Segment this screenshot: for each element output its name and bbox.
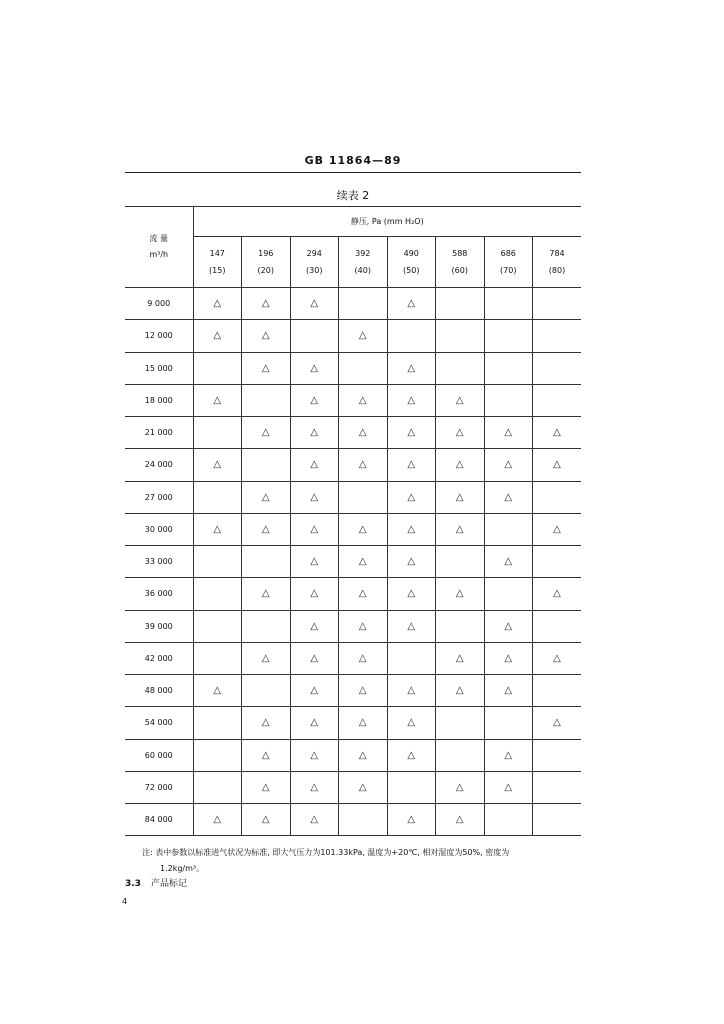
triangle-mark-icon: △ [358,459,367,471]
flow-value: 18 000 [125,384,193,416]
triangle-mark-icon: △ [358,588,367,600]
flow-value: 15 000 [125,352,193,384]
triangle-mark-icon: △ [455,781,464,793]
mark-cell [193,481,242,513]
mark-cell [242,771,291,803]
mark-cell [242,642,291,674]
triangle-mark-icon: △ [407,394,416,406]
mark-cell [193,288,242,320]
table-row [125,675,581,707]
pressure-header: 静压, Pa (mm H₂O) [193,207,581,237]
triangle-mark-icon: △ [213,330,222,342]
triangle-mark-icon: △ [407,362,416,374]
table-row [125,417,581,449]
triangle-mark-icon: △ [455,523,464,535]
triangle-mark-icon: △ [310,781,319,793]
mark-cell [533,642,582,674]
triangle-mark-icon: △ [455,491,464,503]
mark-cell [484,417,533,449]
pressure-pa-value: 490 [403,249,419,258]
mark-cell [436,707,485,739]
pressure-column-header [242,237,291,288]
triangle-mark-icon: △ [407,556,416,568]
mark-cell [193,449,242,481]
mark-cell [290,642,339,674]
mark-cell [339,513,388,545]
triangle-mark-icon: △ [310,717,319,729]
mark-cell [436,417,485,449]
mark-cell [436,642,485,674]
triangle-mark-icon: △ [455,652,464,664]
triangle-mark-icon: △ [310,588,319,600]
pressure-column-header [290,237,339,288]
triangle-mark-icon: △ [504,427,513,439]
triangle-mark-icon: △ [553,459,561,471]
mark-cell [484,804,533,836]
pressure-mmh2o-value: (70) [500,266,517,275]
triangle-mark-icon: △ [407,685,416,697]
mark-cell [484,288,533,320]
table-row [125,546,581,578]
triangle-mark-icon: △ [213,394,222,406]
mark-cell [533,739,582,771]
mark-cell [436,739,485,771]
table-row [125,352,581,384]
mark-cell [533,675,582,707]
pressure-column-header [387,237,436,288]
triangle-mark-icon: △ [213,298,222,310]
pressure-pa-value: 196 [258,249,274,258]
mark-cell [339,546,388,578]
table-row [125,707,581,739]
triangle-mark-icon: △ [261,427,270,439]
triangle-mark-icon: △ [504,781,513,793]
triangle-mark-icon: △ [261,298,270,310]
mark-cell [484,320,533,352]
mark-cell [436,352,485,384]
triangle-mark-icon: △ [455,685,464,697]
triangle-mark-icon: △ [455,814,464,826]
triangle-mark-icon: △ [455,427,464,439]
mark-cell [484,481,533,513]
flow-value: 30 000 [125,513,193,545]
mark-cell [290,771,339,803]
note-line-1: 注: 表中参数以标准进气状况为标准, 即大气压力为101.33kPa, 温度为+20℃, 相对湿度为50%, 密度为 [142,848,510,857]
pressure-column-header [193,237,242,288]
triangle-mark-icon: △ [261,330,270,342]
mark-cell [436,449,485,481]
triangle-mark-icon: △ [310,523,319,535]
triangle-mark-icon: △ [407,620,416,632]
pressure-mmh2o-value: (80) [548,266,566,275]
triangle-mark-icon: △ [310,556,319,568]
mark-cell [193,804,242,836]
triangle-mark-icon: △ [553,588,561,600]
mark-cell [484,449,533,481]
mark-cell [339,384,388,416]
mark-cell [193,352,242,384]
triangle-mark-icon: △ [455,394,464,406]
triangle-mark-icon: △ [358,427,367,439]
mark-cell [339,320,388,352]
triangle-mark-icon: △ [504,652,513,664]
triangle-mark-icon: △ [407,814,416,826]
flow-value: 36 000 [125,578,193,610]
mark-cell [339,417,388,449]
table-row [125,384,581,416]
pressure-mmh2o-value: (60) [451,266,468,275]
flow-value: 9 000 [125,288,193,320]
flow-value: 12 000 [125,320,193,352]
mark-cell [242,449,291,481]
mark-cell [193,578,242,610]
mark-cell [339,675,388,707]
mark-cell [436,513,485,545]
triangle-mark-icon: △ [213,459,222,471]
fan-spec-table [125,206,581,836]
page-number: 4 [122,897,128,906]
flow-value: 72 000 [125,771,193,803]
mark-cell [533,417,582,449]
triangle-mark-icon: △ [358,652,367,664]
mark-cell [193,513,242,545]
mark-cell [290,739,339,771]
triangle-mark-icon: △ [261,523,270,535]
section-heading [125,876,187,889]
section-number: 3.3 [125,879,141,889]
mark-cell [193,384,242,416]
mark-cell [533,578,582,610]
triangle-mark-icon: △ [504,749,513,761]
mark-cell [339,610,388,642]
mark-cell [387,384,436,416]
mark-cell [242,417,291,449]
mark-cell [436,288,485,320]
flow-value: 33 000 [125,546,193,578]
mark-cell [484,675,533,707]
mark-cell [290,513,339,545]
triangle-mark-icon: △ [358,749,367,761]
triangle-mark-icon: △ [261,362,270,374]
mark-cell [242,739,291,771]
mark-cell [436,481,485,513]
triangle-mark-icon: △ [261,749,270,761]
mark-cell [484,513,533,545]
mark-cell [387,417,436,449]
table-row [125,513,581,545]
mark-cell [484,739,533,771]
triangle-mark-icon: △ [213,523,222,535]
triangle-mark-icon: △ [310,362,319,374]
flow-value: 27 000 [125,481,193,513]
mark-cell [242,610,291,642]
mark-cell [533,384,582,416]
mark-cell [533,320,582,352]
mark-cell [290,417,339,449]
flow-value: 42 000 [125,642,193,674]
table-row [125,320,581,352]
triangle-mark-icon: △ [358,556,367,568]
mark-cell [339,449,388,481]
mark-cell [242,578,291,610]
mark-cell [193,739,242,771]
mark-cell [484,771,533,803]
pressure-pa-value: 686 [500,249,516,258]
flow-value: 21 000 [125,417,193,449]
mark-cell [242,546,291,578]
mark-cell [193,320,242,352]
mark-cell [339,352,388,384]
triangle-mark-icon: △ [553,523,561,535]
flow-value: 84 000 [125,804,193,836]
mark-cell [436,546,485,578]
table-caption: 续表 2 [336,189,370,202]
table-row [125,642,581,674]
triangle-mark-icon: △ [310,749,319,761]
triangle-mark-icon: △ [504,556,513,568]
mark-cell [339,804,388,836]
mark-cell [339,481,388,513]
triangle-mark-icon: △ [407,523,416,535]
pressure-pa-value: 147 [209,249,225,258]
triangle-mark-icon: △ [310,427,319,439]
mark-cell [436,320,485,352]
mark-cell [193,642,242,674]
mark-cell [242,675,291,707]
triangle-mark-icon: △ [358,620,367,632]
triangle-mark-icon: △ [261,814,270,826]
mark-cell [484,610,533,642]
mark-cell [533,610,582,642]
triangle-mark-icon: △ [261,652,270,664]
triangle-mark-icon: △ [261,588,270,600]
triangle-mark-icon: △ [310,652,319,664]
mark-cell [484,384,533,416]
triangle-mark-icon: △ [213,685,222,697]
mark-cell [484,578,533,610]
triangle-mark-icon: △ [455,588,464,600]
triangle-mark-icon: △ [358,523,367,535]
triangle-mark-icon: △ [310,459,319,471]
pressure-mmh2o-value: (20) [257,266,274,275]
table-row [125,804,581,836]
triangle-mark-icon: △ [455,459,464,471]
mark-cell [484,642,533,674]
triangle-mark-icon: △ [261,491,270,503]
table-row [125,449,581,481]
mark-cell [290,610,339,642]
flow-header-label: 流 量 [149,234,169,243]
mark-cell [290,707,339,739]
table-row [125,578,581,610]
mark-cell [290,675,339,707]
mark-cell [436,610,485,642]
mark-cell [242,481,291,513]
flow-value: 24 000 [125,449,193,481]
mark-cell [242,513,291,545]
flow-value: 54 000 [125,707,193,739]
triangle-mark-icon: △ [504,491,513,503]
triangle-mark-icon: △ [310,298,319,310]
flow-column-header [125,207,193,288]
triangle-mark-icon: △ [358,394,367,406]
mark-cell [339,771,388,803]
mark-cell [242,288,291,320]
triangle-mark-icon: △ [407,588,416,600]
triangle-mark-icon: △ [504,459,513,471]
mark-cell [387,320,436,352]
mark-cell [339,288,388,320]
triangle-mark-icon: △ [407,717,416,729]
mark-cell [290,320,339,352]
triangle-mark-icon: △ [553,427,561,439]
mark-cell [339,739,388,771]
pressure-pa-value: 392 [355,249,371,258]
triangle-mark-icon: △ [407,749,416,761]
mark-cell [290,546,339,578]
mark-cell [193,771,242,803]
mark-cell [290,804,339,836]
mark-cell [290,578,339,610]
mark-cell [387,739,436,771]
mark-cell [193,610,242,642]
triangle-mark-icon: △ [358,330,367,342]
pressure-mmh2o-value: (30) [306,266,323,275]
mark-cell [533,481,582,513]
mark-cell [387,771,436,803]
mark-cell [242,804,291,836]
mark-cell [290,449,339,481]
flow-header-unit: m³/h [149,250,169,259]
table-row [125,288,581,320]
mark-cell [387,578,436,610]
pressure-mmh2o-value: (15) [209,266,226,275]
triangle-mark-icon: △ [310,814,319,826]
section-title: 产品标记 [150,879,187,889]
mark-cell [339,578,388,610]
mark-cell [387,288,436,320]
mark-cell [290,352,339,384]
triangle-mark-icon: △ [310,620,319,632]
mark-cell [193,546,242,578]
mark-cell [533,288,582,320]
triangle-mark-icon: △ [407,298,416,310]
triangle-mark-icon: △ [504,685,513,697]
pressure-pa-value: 588 [452,249,468,258]
triangle-mark-icon: △ [553,652,561,664]
pressure-column-header [339,237,388,288]
flow-value: 60 000 [125,739,193,771]
table-row [125,610,581,642]
triangle-mark-icon: △ [358,781,367,793]
mark-cell [290,481,339,513]
mark-cell [387,513,436,545]
mark-cell [436,804,485,836]
mark-cell [533,804,582,836]
mark-cell [387,642,436,674]
pressure-column-header [436,237,485,288]
pressure-mmh2o-value: (40) [354,266,371,275]
mark-cell [387,352,436,384]
triangle-mark-icon: △ [358,717,367,729]
pressure-column-header [484,237,533,288]
flow-value: 39 000 [125,610,193,642]
triangle-mark-icon: △ [407,427,416,439]
mark-cell [436,578,485,610]
mark-cell [436,771,485,803]
mark-cell [387,449,436,481]
mark-cell [242,352,291,384]
triangle-mark-icon: △ [358,685,367,697]
mark-cell [387,546,436,578]
pressure-column-header [533,237,582,288]
triangle-mark-icon: △ [261,717,270,729]
mark-cell [484,707,533,739]
flow-value: 48 000 [125,675,193,707]
mark-cell [387,804,436,836]
mark-cell [193,707,242,739]
mark-cell [484,352,533,384]
mark-cell [242,384,291,416]
mark-cell [533,352,582,384]
triangle-mark-icon: △ [310,491,319,503]
table-row [125,739,581,771]
triangle-mark-icon: △ [261,781,270,793]
table-note [142,845,582,877]
mark-cell [436,675,485,707]
pressure-mmh2o-value: (50) [403,266,420,275]
mark-cell [484,546,533,578]
mark-cell [193,675,242,707]
triangle-mark-icon: △ [504,620,513,632]
mark-cell [533,707,582,739]
mark-cell [436,384,485,416]
pressure-pa-value: 784 [549,249,565,258]
table-row [125,481,581,513]
mark-cell [339,707,388,739]
mark-cell [533,546,582,578]
mark-cell [533,449,582,481]
mark-cell [290,384,339,416]
mark-cell [242,320,291,352]
top-rule [125,172,581,173]
mark-cell [533,771,582,803]
triangle-mark-icon: △ [553,717,561,729]
table-row [125,771,581,803]
triangle-mark-icon: △ [407,459,416,471]
mark-cell [242,707,291,739]
note-line-2: 1.2kg/m³。 [160,864,205,873]
standard-header: GB 11864—89 [304,154,402,167]
mark-cell [533,513,582,545]
mark-cell [387,610,436,642]
mark-cell [387,707,436,739]
triangle-mark-icon: △ [407,491,416,503]
pressure-pa-value: 294 [306,249,322,258]
mark-cell [290,288,339,320]
mark-cell [339,642,388,674]
triangle-mark-icon: △ [213,814,222,826]
mark-cell [387,481,436,513]
mark-cell [387,675,436,707]
triangle-mark-icon: △ [310,394,319,406]
triangle-mark-icon: △ [310,685,319,697]
mark-cell [193,417,242,449]
